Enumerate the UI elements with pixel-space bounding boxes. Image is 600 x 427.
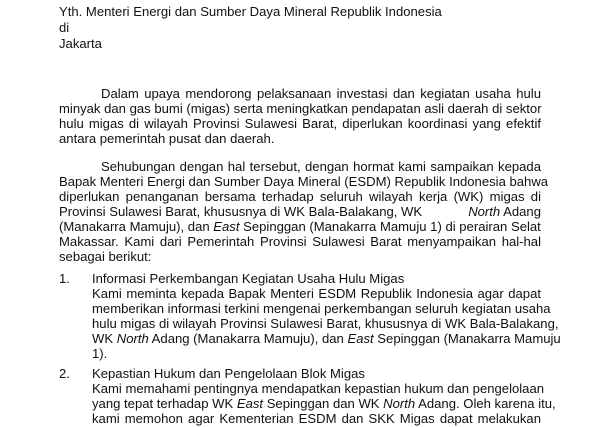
text-run-italic: East: [347, 331, 374, 346]
paragraph2-line: diperlukan penanganan bersama terhadap seluruh wilayah kerja (WK) migas di: [59, 189, 541, 204]
text-run-italic: East: [213, 219, 240, 234]
addressee-city: Jakarta: [59, 36, 102, 51]
text-run-italic: North: [468, 204, 501, 219]
text-run: yang tepat terhadap WK: [92, 396, 237, 411]
text-run: Adang (Manakarra Mamuju), dan: [148, 331, 348, 346]
item1-heading: Informasi Perkembangan Kegiatan Usaha Hulu Migas: [92, 271, 405, 286]
item2-line: kami memohon agar Kementerian ESDM dan SKK Migas dapat melakukan: [92, 411, 541, 426]
paragraph1-line: antara pemerintah pusat dan daerah.: [59, 131, 275, 146]
text-run: Sepinggan (Manakarra Mamuju 1) di perairan Selat: [239, 219, 541, 234]
item1-line: hulu migas di wilayah Provinsi Sulawesi Barat, khususnya di WK Bala-Balakang,: [92, 316, 559, 331]
text-run: WK: [92, 331, 117, 346]
paragraph2-line: Sehubungan dengan hal tersebut, dengan hormat kami sampaikan kepada: [101, 159, 541, 174]
paragraph2-line: sebagai berikut:: [59, 249, 152, 264]
paragraph2-line: Makassar. Kami dari Pemerintah Provinsi Sulawesi Barat menyampaikan hal-hal: [59, 234, 541, 249]
paragraph1-line: minyak dan gas bumi (migas) serta meningkatkan pendapatan asli daerah di sektor: [59, 101, 542, 116]
paragraph1-line: Dalam upaya mendorong pelaksanaan investasi dan kegiatan usaha hulu: [101, 86, 541, 101]
text-run-italic: East: [236, 396, 264, 411]
text-run-italic: North: [383, 396, 416, 411]
text-run-italic: North: [116, 331, 149, 346]
text-run: Provinsi Sulawesi Barat, khususnya di WK Bala-Balakang, WK: [59, 204, 423, 219]
list-number: 2.: [59, 366, 70, 381]
item1-line: memberikan informasi terkini mengenai perkembangan seluruh kegiatan usaha: [92, 301, 551, 316]
item1-line: [92, 331, 561, 347]
addressee-block: [59, 4, 442, 52]
text-run: Adang: [500, 204, 541, 219]
text-run: Adang. Oleh karena itu,: [415, 396, 556, 411]
text-run: Sepinggan (Manakarra Mamuju: [373, 331, 561, 346]
paragraph2-line: [59, 204, 541, 220]
item2-heading: Kepastian Hukum dan Pengelolaan Blok Migas: [92, 366, 365, 381]
paragraph2-line: [59, 219, 541, 235]
text-run: Sepinggan dan WK: [263, 396, 384, 411]
addressee-di: di: [59, 20, 70, 35]
item1-line: 1).: [92, 346, 108, 361]
item2-line: Kami memahami pentingnya mendapatkan kepastian hukum dan pengelolaan: [92, 381, 545, 396]
item2-line: [92, 396, 556, 412]
item1-line: Kami meminta kepada Bapak Menteri ESDM Republik Indonesia agar dapat: [92, 286, 541, 301]
paragraph1-line: hulu migas di wilayah Provinsi Sulawesi Barat, diperlukan koordinasi yang efektif: [59, 116, 541, 131]
addressee-recipient: Yth. Menteri Energi dan Sumber Daya Mineral Republik Indonesia: [59, 4, 442, 19]
list-number: 1.: [59, 271, 70, 286]
paragraph2-line: Bapak Menteri Energi dan Sumber Daya Mineral (ESDM) Republik Indonesia bahwa: [59, 174, 549, 189]
text-run: (Manakarra Mamuju), dan: [59, 219, 214, 234]
